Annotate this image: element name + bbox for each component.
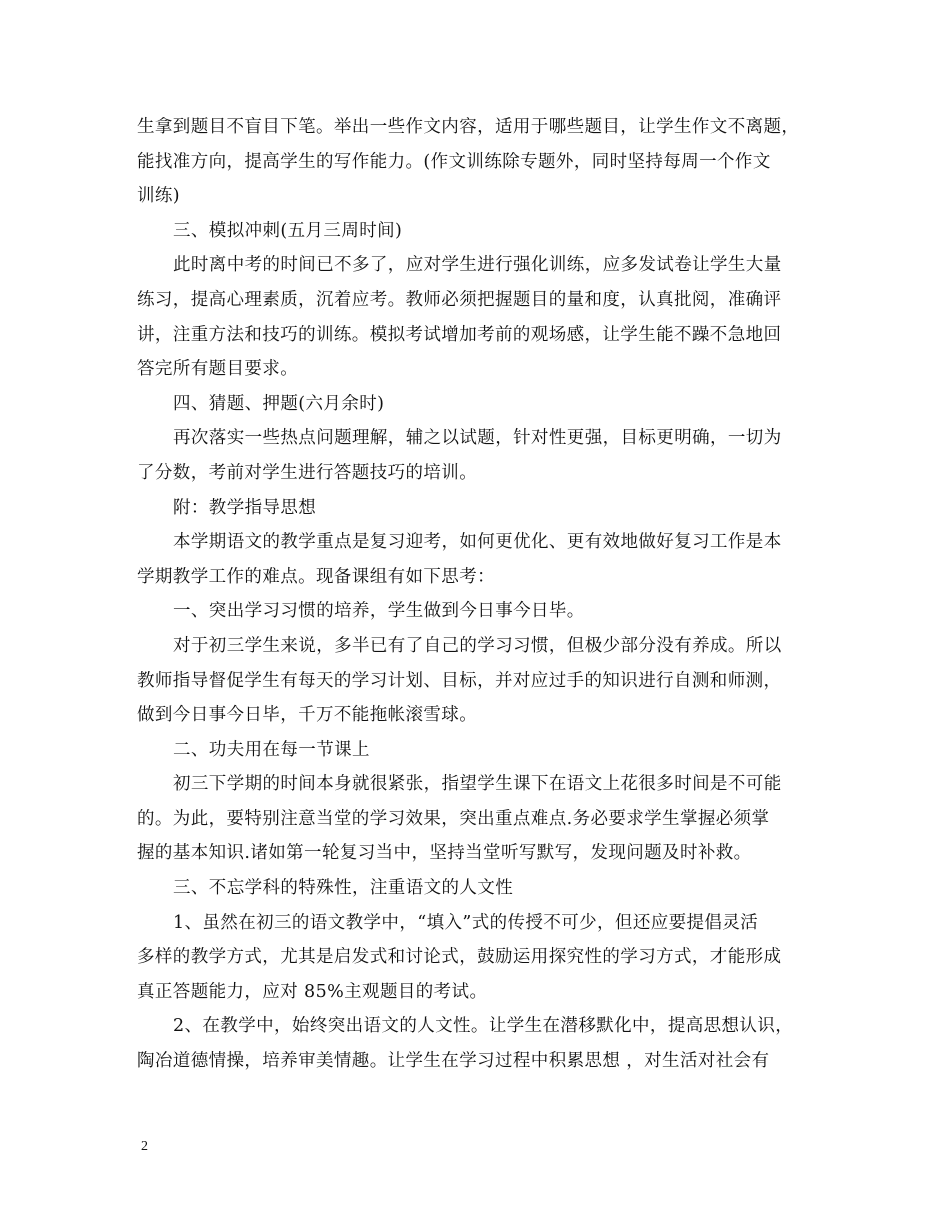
text-line: 1、虽然在初三的语文教学中，“填入”式的传授不可少，但还应要提倡灵活 <box>173 912 759 933</box>
text-line: 练习，提高心理素质，沉着应考。教师必须把握题目的量和度，认真批阅，准确评 <box>137 289 782 310</box>
text-line: 初三下学期的时间本身就很紧张，指望学生课下在语文上花很多时间是不可能 <box>173 774 782 795</box>
text-line: 讲，注重方法和技巧的训练。模拟考试增加考前的观场感，让学生能不躁不急地回 <box>137 324 782 345</box>
text-line: 附：教学指导思想 <box>173 497 317 518</box>
text-line: 能找准方向，提高学生的写作能力。(作文训练除专题外，同时坚持每周一个作文 <box>137 151 771 172</box>
text-line: 2、在教学中，始终突出语文的人文性。让学生在潜移默化中，提高思想认识， <box>173 1016 794 1037</box>
text-line: 本学期语文的教学重点是复习迎考，如何更优化、更有效地做好复习工作是本 <box>173 532 782 553</box>
text-line: 握的基本知识.诸如第一轮复习当中，坚持当堂听写默写，发现问题及时补救。 <box>137 843 752 864</box>
text-line: 二、功夫用在每一节课上 <box>173 739 370 760</box>
page-number: 2 <box>141 1139 148 1154</box>
text-line: 四、猜题、押题(六月余时) <box>173 393 385 414</box>
text-line: 此时离中考的时间已不多了，应对学生进行强化训练，应多发试卷让学生大量 <box>173 255 782 276</box>
text-line: 的。为此，要特别注意当堂的学习效果，突出重点难点.务必要求学生掌握必须掌 <box>137 808 770 829</box>
text-line: 了分数，考前对学生进行答题技巧的培训。 <box>137 462 478 483</box>
text-line: 生拿到题目不盲目下笔。举出一些作文内容，适用于哪些题目，让学生作文不离题， <box>137 117 800 137</box>
text-line: 对于初三学生来说，多半已有了自己的学习习惯，但极少部分没有养成。所以 <box>173 635 782 656</box>
text-line: 三、模拟冲刺(五月三周时间) <box>173 220 403 241</box>
text-line: 多样的教学方式，尤其是启发式和讨论式，鼓励运用探究性的学习方式，才能形成 <box>137 947 782 968</box>
text-line: 训练) <box>137 186 181 207</box>
text-line: 一、突出学习习惯的培养，学生做到今日事今日毕。 <box>173 601 585 622</box>
body-text <box>137 110 829 1079</box>
text-line: 教师指导督促学生有每天的学习计划、目标，并对应过手的知识进行自测和师测， <box>137 670 782 691</box>
text-line: 真正答题能力，应对 85%主观题目的考试。 <box>137 981 488 1002</box>
text-line: 答完所有题目要求。 <box>137 359 299 380</box>
text-line: 陶冶道德情操，培养审美情趣。让学生在学习过程中积累思想 ，对生活对社会有 <box>137 1051 770 1072</box>
text-line: 三、不忘学科的特殊性，注重语文的人文性 <box>173 878 514 899</box>
text-line: 再次落实一些热点问题理解，辅之以试题，针对性更强，目标更明确，一切为 <box>173 428 782 449</box>
text-line: 学期教学工作的难点。现备课组有如下思考： <box>137 566 495 587</box>
text-line: 做到今日事今日毕，千万不能拖帐滚雪球。 <box>137 705 478 726</box>
